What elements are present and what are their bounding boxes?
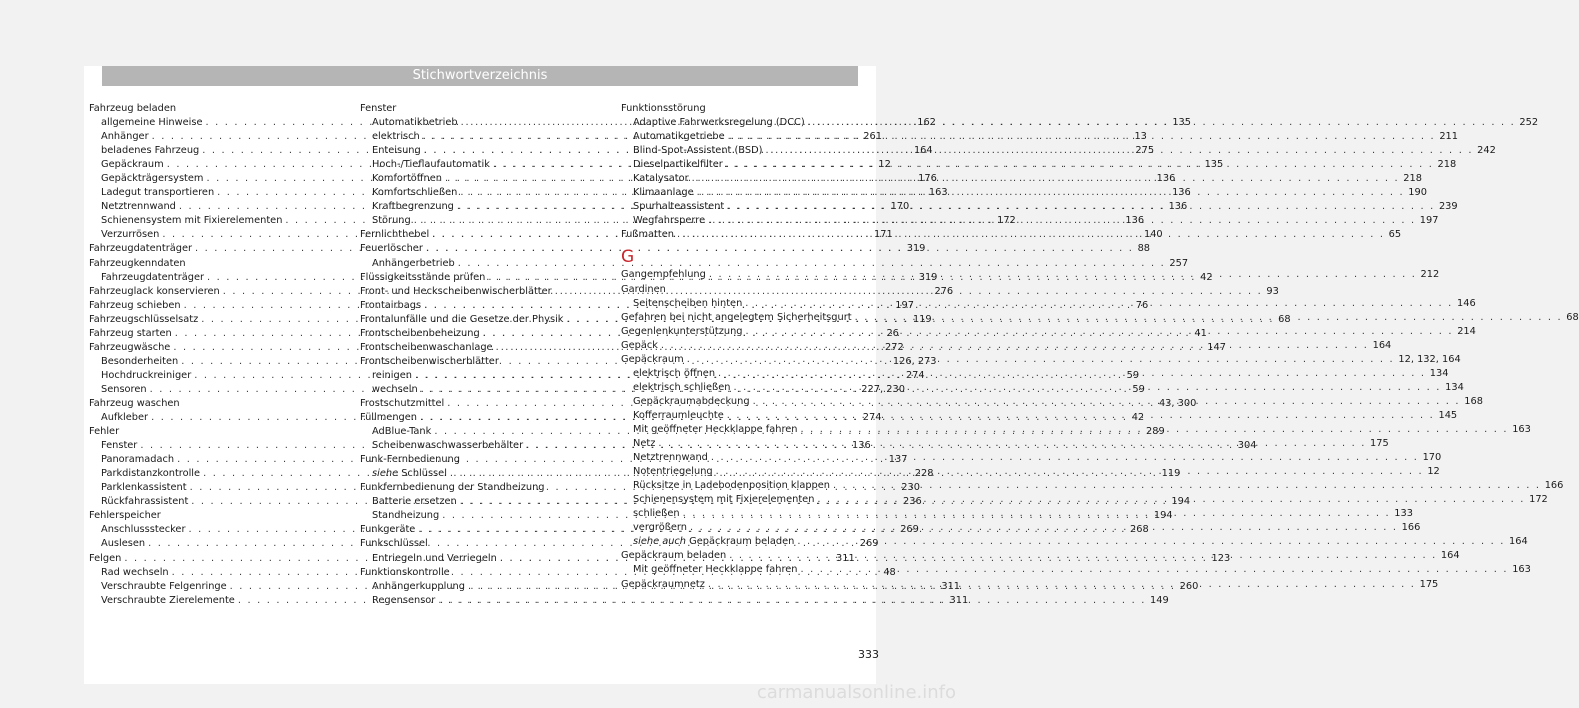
index-term: beladenes Fahrzeug bbox=[101, 145, 200, 157]
index-term: Parklenkassistent bbox=[101, 482, 187, 494]
dot-leader bbox=[750, 395, 1465, 409]
page-reference: 170 bbox=[890, 201, 910, 213]
index-term: Füllmengen bbox=[360, 412, 417, 424]
dot-leader bbox=[723, 158, 1438, 172]
page-reference: 43, 300 bbox=[1158, 397, 1197, 409]
page-reference: 269 bbox=[859, 538, 879, 550]
page-reference: 272 bbox=[885, 341, 904, 353]
index-heading bbox=[621, 283, 861, 297]
page-reference: 12 bbox=[1427, 466, 1440, 478]
index-heading bbox=[360, 566, 600, 580]
dot-leader bbox=[830, 479, 1545, 493]
index-term: Anhänger bbox=[101, 131, 149, 143]
page-reference: 175 bbox=[1419, 578, 1439, 590]
index-term: Fahrzeug schieben bbox=[89, 299, 181, 311]
dot-leader bbox=[694, 186, 1409, 200]
page-reference: 311 bbox=[949, 594, 969, 606]
page-reference: 166 bbox=[1401, 522, 1421, 534]
page-reference: 261 bbox=[863, 131, 882, 143]
index-term: Fahrzeugdatenträger bbox=[89, 243, 193, 255]
index-term: Fenster bbox=[360, 103, 397, 114]
index-term: Regensensor bbox=[372, 594, 436, 606]
page-reference: 59 bbox=[1126, 369, 1140, 381]
page-reference: 236 bbox=[902, 496, 922, 508]
page-reference: 140 bbox=[1143, 229, 1163, 241]
page-reference: 119 bbox=[912, 313, 932, 325]
page-reference: 41 bbox=[1194, 327, 1207, 339]
dot-leader bbox=[726, 549, 1441, 563]
dot-leader bbox=[708, 451, 1423, 465]
index-term: Verschraubte Felgenringe bbox=[101, 580, 227, 592]
page-reference: 42 bbox=[1200, 271, 1213, 283]
index-term: Verschraubte Zierelemente bbox=[101, 594, 235, 606]
index-term: schließen bbox=[633, 508, 680, 520]
page-reference: 136 bbox=[1168, 201, 1188, 213]
index-term: Frontscheibenbeheizung bbox=[360, 327, 480, 339]
index-term: Funk-Fernbedienung bbox=[360, 454, 460, 466]
index-term: Gepäckraum bbox=[621, 353, 684, 365]
page-reference: 149 bbox=[1150, 594, 1169, 606]
page-reference: 134 bbox=[1429, 367, 1449, 379]
index-term: Gepäckraumabdeckung bbox=[633, 395, 750, 407]
index-term: Funktionskontrolle bbox=[360, 566, 450, 578]
page-reference: 136 bbox=[852, 440, 871, 452]
page-reference: 166 bbox=[1544, 480, 1564, 492]
index-term: Auslesen bbox=[101, 538, 146, 550]
page-reference: 170 bbox=[1422, 452, 1442, 464]
index-term: Rücksitze in Ladebodenposition klappen bbox=[633, 480, 830, 492]
page-reference: 227, 230 bbox=[861, 383, 905, 395]
page-reference: 68 bbox=[1566, 311, 1579, 323]
index-term: Automatikbetrieb bbox=[372, 117, 458, 129]
page-reference: 171 bbox=[874, 229, 893, 241]
index-term: Panoramadach bbox=[101, 454, 175, 466]
index-heading bbox=[360, 355, 600, 369]
page-reference: 319 bbox=[918, 271, 938, 283]
page-reference: 218 bbox=[1403, 173, 1422, 185]
index-term: Fahrzeugwäsche bbox=[89, 341, 171, 353]
index-term: Fenster bbox=[101, 440, 138, 452]
index-term: Frontscheibenwaschanlage bbox=[360, 341, 493, 353]
page-reference: 93 bbox=[1266, 285, 1279, 297]
page-reference: 42 bbox=[1131, 412, 1145, 424]
index-term: vergrößern bbox=[633, 522, 687, 534]
index-heading bbox=[89, 102, 329, 116]
index-term: Anhängerbetrieb bbox=[372, 257, 455, 269]
dot-leader bbox=[705, 214, 1420, 228]
index-term: Frontalunfälle und die Gesetze der Physik bbox=[360, 313, 564, 325]
page-reference: 136 bbox=[1156, 173, 1176, 185]
watermark: carmanualsonline.info bbox=[756, 682, 956, 703]
dot-leader bbox=[762, 144, 1477, 158]
index-term: Fahrzeug waschen bbox=[89, 397, 180, 409]
index-entry bbox=[360, 257, 1189, 271]
page-reference: 119 bbox=[1161, 468, 1181, 480]
index-term: allgemeine Hinweise bbox=[101, 117, 203, 129]
page-reference: 239 bbox=[1438, 201, 1458, 213]
index-term: Komfortöffnen bbox=[372, 173, 442, 185]
index-term: Fernlichthebel bbox=[360, 229, 430, 241]
index-term: Klimaanlage bbox=[633, 187, 694, 199]
dot-leader bbox=[725, 130, 1440, 144]
page-reference: 252 bbox=[1519, 117, 1539, 129]
index-term: Besonderheiten bbox=[101, 355, 179, 367]
index-term: Gangempfehlung bbox=[621, 269, 706, 281]
index-term: Fahrzeugschlüsselsatz bbox=[89, 313, 199, 325]
index-term: Fußmatten bbox=[621, 229, 674, 241]
page-reference: 319 bbox=[906, 243, 926, 255]
page-reference: 137 bbox=[888, 454, 908, 466]
index-term: elektrisch öffnen bbox=[633, 367, 716, 379]
index-term: Katalysator bbox=[633, 173, 689, 185]
index-term: Hoch-/Tieflaufautomatik bbox=[372, 159, 490, 171]
dot-leader bbox=[689, 172, 1404, 186]
index-term: Funkgeräte bbox=[360, 524, 416, 536]
index-term: Felgen bbox=[89, 552, 122, 564]
page-reference: 218 bbox=[1437, 159, 1457, 171]
dot-leader bbox=[713, 465, 1428, 479]
page-reference: 311 bbox=[836, 552, 855, 564]
index-term: Seitenscheiben hinten bbox=[633, 297, 743, 309]
page-reference: 65 bbox=[1388, 229, 1402, 241]
dot-leader bbox=[674, 228, 1389, 242]
page-reference: 126, 273 bbox=[892, 355, 937, 367]
index-term: Komfortschließen bbox=[372, 187, 458, 199]
index-term: Schienensystem mit Fixierelementen bbox=[101, 215, 283, 227]
page-reference: 275 bbox=[1135, 145, 1155, 157]
index-term: Scheibenwaschwasserbehälter bbox=[372, 440, 524, 452]
index-term: Gardinen bbox=[621, 283, 666, 295]
index-term: Netz bbox=[633, 438, 656, 450]
index-term: Hochdruckreiniger bbox=[101, 369, 192, 381]
index-term: Ladegut transportieren bbox=[101, 187, 215, 199]
index-term: Kraftbegrenzung bbox=[372, 201, 454, 213]
index-term: Gepäckraum bbox=[101, 159, 164, 171]
page-reference: 136 bbox=[1125, 215, 1145, 227]
page-reference: 274 bbox=[862, 412, 882, 424]
index-term: reinigen bbox=[372, 369, 412, 381]
page-reference: 48 bbox=[883, 566, 896, 578]
index-term: elektrisch schließen bbox=[633, 381, 731, 393]
index-term: Front- und Heckscheibenwischerblätter bbox=[360, 285, 552, 297]
see-target: Schlüssel bbox=[398, 468, 447, 480]
page-reference: 230 bbox=[901, 482, 920, 494]
page-reference: 146 bbox=[1456, 297, 1476, 309]
index-term: Verzurrösen bbox=[101, 229, 160, 241]
page-reference: 68 bbox=[1278, 313, 1291, 325]
page-reference: 12, 132, 164 bbox=[1398, 353, 1461, 365]
index-term: Fahrzeug beladen bbox=[89, 103, 177, 114]
page-reference: 197 bbox=[1419, 215, 1439, 227]
index-term: Standheizung bbox=[372, 510, 440, 522]
index-term: Blind-Spot-Assistent (BSD) bbox=[633, 145, 763, 157]
index-term: Gefahren bei nicht angelegtem Sicherheitsgurt bbox=[621, 311, 852, 323]
page-reference: 26 bbox=[886, 327, 899, 339]
index-section-letter: G bbox=[621, 247, 635, 268]
see-reference: siehe bbox=[372, 468, 399, 480]
page-reference: 147 bbox=[1207, 341, 1226, 353]
page-reference: 135 bbox=[1204, 159, 1224, 171]
index-term: Gepäckraum beladen bbox=[621, 550, 727, 562]
page-reference: 268 bbox=[1130, 524, 1149, 536]
index-term: Netztrennwand bbox=[633, 452, 708, 464]
index-term: Funktionsstörung bbox=[621, 103, 706, 114]
index-term: Frostschutzmittel bbox=[360, 397, 445, 409]
page-reference: 257 bbox=[1169, 257, 1189, 269]
dot-leader bbox=[687, 521, 1402, 535]
dot-leader bbox=[814, 493, 1529, 507]
index-term: Anhängerkupplung bbox=[372, 580, 465, 592]
index-term: Automatikgetriebe bbox=[633, 131, 725, 143]
page-reference: 304 bbox=[1237, 440, 1257, 452]
index-term: Anschlussstecker bbox=[101, 524, 186, 536]
page-reference: 190 bbox=[1408, 187, 1427, 199]
page-reference: 134 bbox=[1445, 381, 1464, 393]
page-reference: 164 bbox=[1440, 550, 1460, 562]
page-reference: 172 bbox=[1529, 494, 1548, 506]
index-heading bbox=[360, 102, 600, 116]
dot-leader bbox=[658, 339, 1373, 353]
page-reference: 88 bbox=[1137, 243, 1151, 255]
page-reference: 133 bbox=[1394, 508, 1413, 520]
index-term: Gepäckraumnetz bbox=[621, 578, 705, 590]
page-reference: 163 bbox=[1512, 423, 1531, 435]
index-term: Störung bbox=[372, 215, 411, 227]
index-term: Notentriegelung bbox=[633, 466, 713, 478]
page-reference: 145 bbox=[1438, 409, 1458, 421]
page-reference: 289 bbox=[1146, 426, 1165, 438]
index-term: Wegfahrsperre bbox=[633, 215, 706, 227]
index-term: Fahrzeugkenndaten bbox=[89, 257, 186, 269]
page-reference: 214 bbox=[1457, 325, 1476, 337]
dot-leader bbox=[743, 325, 1458, 339]
index-term: Fahrzeugdatenträger bbox=[101, 271, 205, 283]
index-heading bbox=[89, 397, 329, 411]
dot-leader bbox=[798, 563, 1513, 577]
dot-leader bbox=[852, 311, 1567, 325]
page-reference: 164 bbox=[1372, 339, 1392, 351]
index-term: Gepäckträgersystem bbox=[101, 173, 204, 185]
page-reference: 13 bbox=[1134, 131, 1147, 143]
page-reference: 164 bbox=[913, 145, 933, 157]
page-reference: 163 bbox=[1512, 564, 1531, 576]
index-term: Rad wechseln bbox=[101, 566, 169, 578]
index-heading bbox=[360, 453, 600, 467]
index-term: Funkfernbedienung der Standheizung bbox=[360, 482, 545, 494]
index-term: Parkdistanzkontrolle bbox=[101, 468, 201, 480]
page-reference: 164 bbox=[1509, 536, 1528, 548]
index-term: Sensoren bbox=[101, 383, 147, 395]
page-header: Stichwortverzeichnis bbox=[102, 66, 858, 86]
index-heading bbox=[621, 102, 861, 116]
page-reference: 194 bbox=[1153, 510, 1173, 522]
dot-leader bbox=[794, 535, 1509, 549]
dot-leader bbox=[805, 116, 1520, 130]
page-reference: 242 bbox=[1477, 145, 1496, 157]
index-term: Frontairbags bbox=[360, 299, 422, 311]
index-term: Feuerlöscher bbox=[360, 243, 423, 255]
page-reference: 162 bbox=[917, 117, 936, 129]
page-reference: 123 bbox=[1211, 552, 1231, 564]
index-term: Fehler bbox=[89, 426, 120, 438]
page-reference: 176 bbox=[918, 173, 937, 185]
index-term: Gegenlenkunterstützung bbox=[621, 325, 743, 337]
index-term: Entriegeln und Verriegeln bbox=[372, 552, 497, 564]
dot-leader bbox=[680, 507, 1395, 521]
dot-leader bbox=[655, 437, 1370, 451]
page-reference: 136 bbox=[1172, 187, 1191, 199]
page-reference: 311 bbox=[941, 580, 961, 592]
index-term: Flüssigkeitsstände prüfen bbox=[360, 271, 486, 283]
page-reference: 12 bbox=[878, 159, 891, 171]
dot-leader bbox=[742, 297, 1457, 311]
dot-leader bbox=[724, 200, 1439, 214]
page-reference: 194 bbox=[1171, 496, 1191, 508]
see-reference: siehe auch bbox=[633, 536, 687, 548]
page-reference: 76 bbox=[1135, 299, 1149, 311]
index-term: Fahrzeug starten bbox=[89, 327, 172, 339]
index-term: Kofferraumleuchte bbox=[633, 409, 724, 421]
index-term: Netztrennwand bbox=[101, 201, 176, 213]
index-heading bbox=[89, 425, 329, 439]
index-term: Mit geöffneter Heckklappe fahren bbox=[633, 564, 798, 576]
dot-leader bbox=[705, 578, 1420, 592]
index-term: Adaptive Fahrwerksregelung (DCC) bbox=[633, 117, 805, 129]
index-term: wechseln bbox=[372, 383, 418, 395]
index-term: Batterie ersetzen bbox=[372, 496, 457, 508]
page-number: 333 bbox=[858, 648, 879, 661]
page-reference: 135 bbox=[1172, 117, 1192, 129]
index-term: Fehlerspeicher bbox=[89, 510, 161, 522]
index-term bbox=[372, 467, 447, 481]
dot-leader bbox=[730, 381, 1445, 395]
index-term bbox=[633, 535, 794, 549]
dot-leader bbox=[435, 594, 1150, 608]
index-term: Fahrzeuglack konservieren bbox=[89, 285, 220, 297]
page-reference: 228 bbox=[914, 468, 934, 480]
page-reference: 212 bbox=[1420, 269, 1440, 281]
index-term: Mit geöffneter Heckklappe fahren bbox=[633, 423, 798, 435]
page-reference: 274 bbox=[905, 369, 925, 381]
index-heading bbox=[360, 537, 600, 551]
index-term: Gepäck bbox=[621, 339, 658, 351]
page-reference: 175 bbox=[1370, 438, 1389, 450]
dot-leader bbox=[706, 268, 1421, 282]
index-term: Enteisung bbox=[372, 145, 421, 157]
index-term: Frontscheibenwischerblätter bbox=[360, 355, 499, 367]
index-heading bbox=[89, 509, 329, 523]
dot-leader bbox=[798, 423, 1513, 437]
index-term: Funkschlüssel bbox=[360, 538, 428, 550]
dot-leader bbox=[684, 353, 1399, 367]
page-reference: 168 bbox=[1464, 395, 1483, 407]
page-reference: 197 bbox=[895, 299, 914, 311]
page-reference: 163 bbox=[928, 187, 948, 199]
page-reference: 211 bbox=[1439, 131, 1459, 143]
index-term: Spurhalteassistent bbox=[633, 201, 725, 213]
dot-leader bbox=[724, 409, 1439, 423]
index-term: AdBlue-Tank bbox=[372, 426, 432, 438]
page-reference: 276 bbox=[934, 285, 954, 297]
see-target: Gepäckraum beladen bbox=[686, 536, 795, 548]
index-heading bbox=[360, 481, 600, 495]
index-term: Rückfahrassistent bbox=[101, 496, 189, 508]
index-heading bbox=[89, 257, 329, 271]
dot-leader bbox=[715, 367, 1430, 381]
index-term: Schienensystem mit Fixierelementen bbox=[633, 494, 815, 506]
index-term: elektrisch bbox=[372, 131, 420, 143]
page-reference: 172 bbox=[997, 215, 1016, 227]
page-reference: 59 bbox=[1132, 383, 1145, 395]
page-reference: 260 bbox=[1179, 580, 1199, 592]
page-reference: 269 bbox=[900, 524, 919, 536]
index-term: Aufkleber bbox=[101, 412, 149, 424]
index-term: Dieselpartikelfilter bbox=[633, 159, 723, 171]
